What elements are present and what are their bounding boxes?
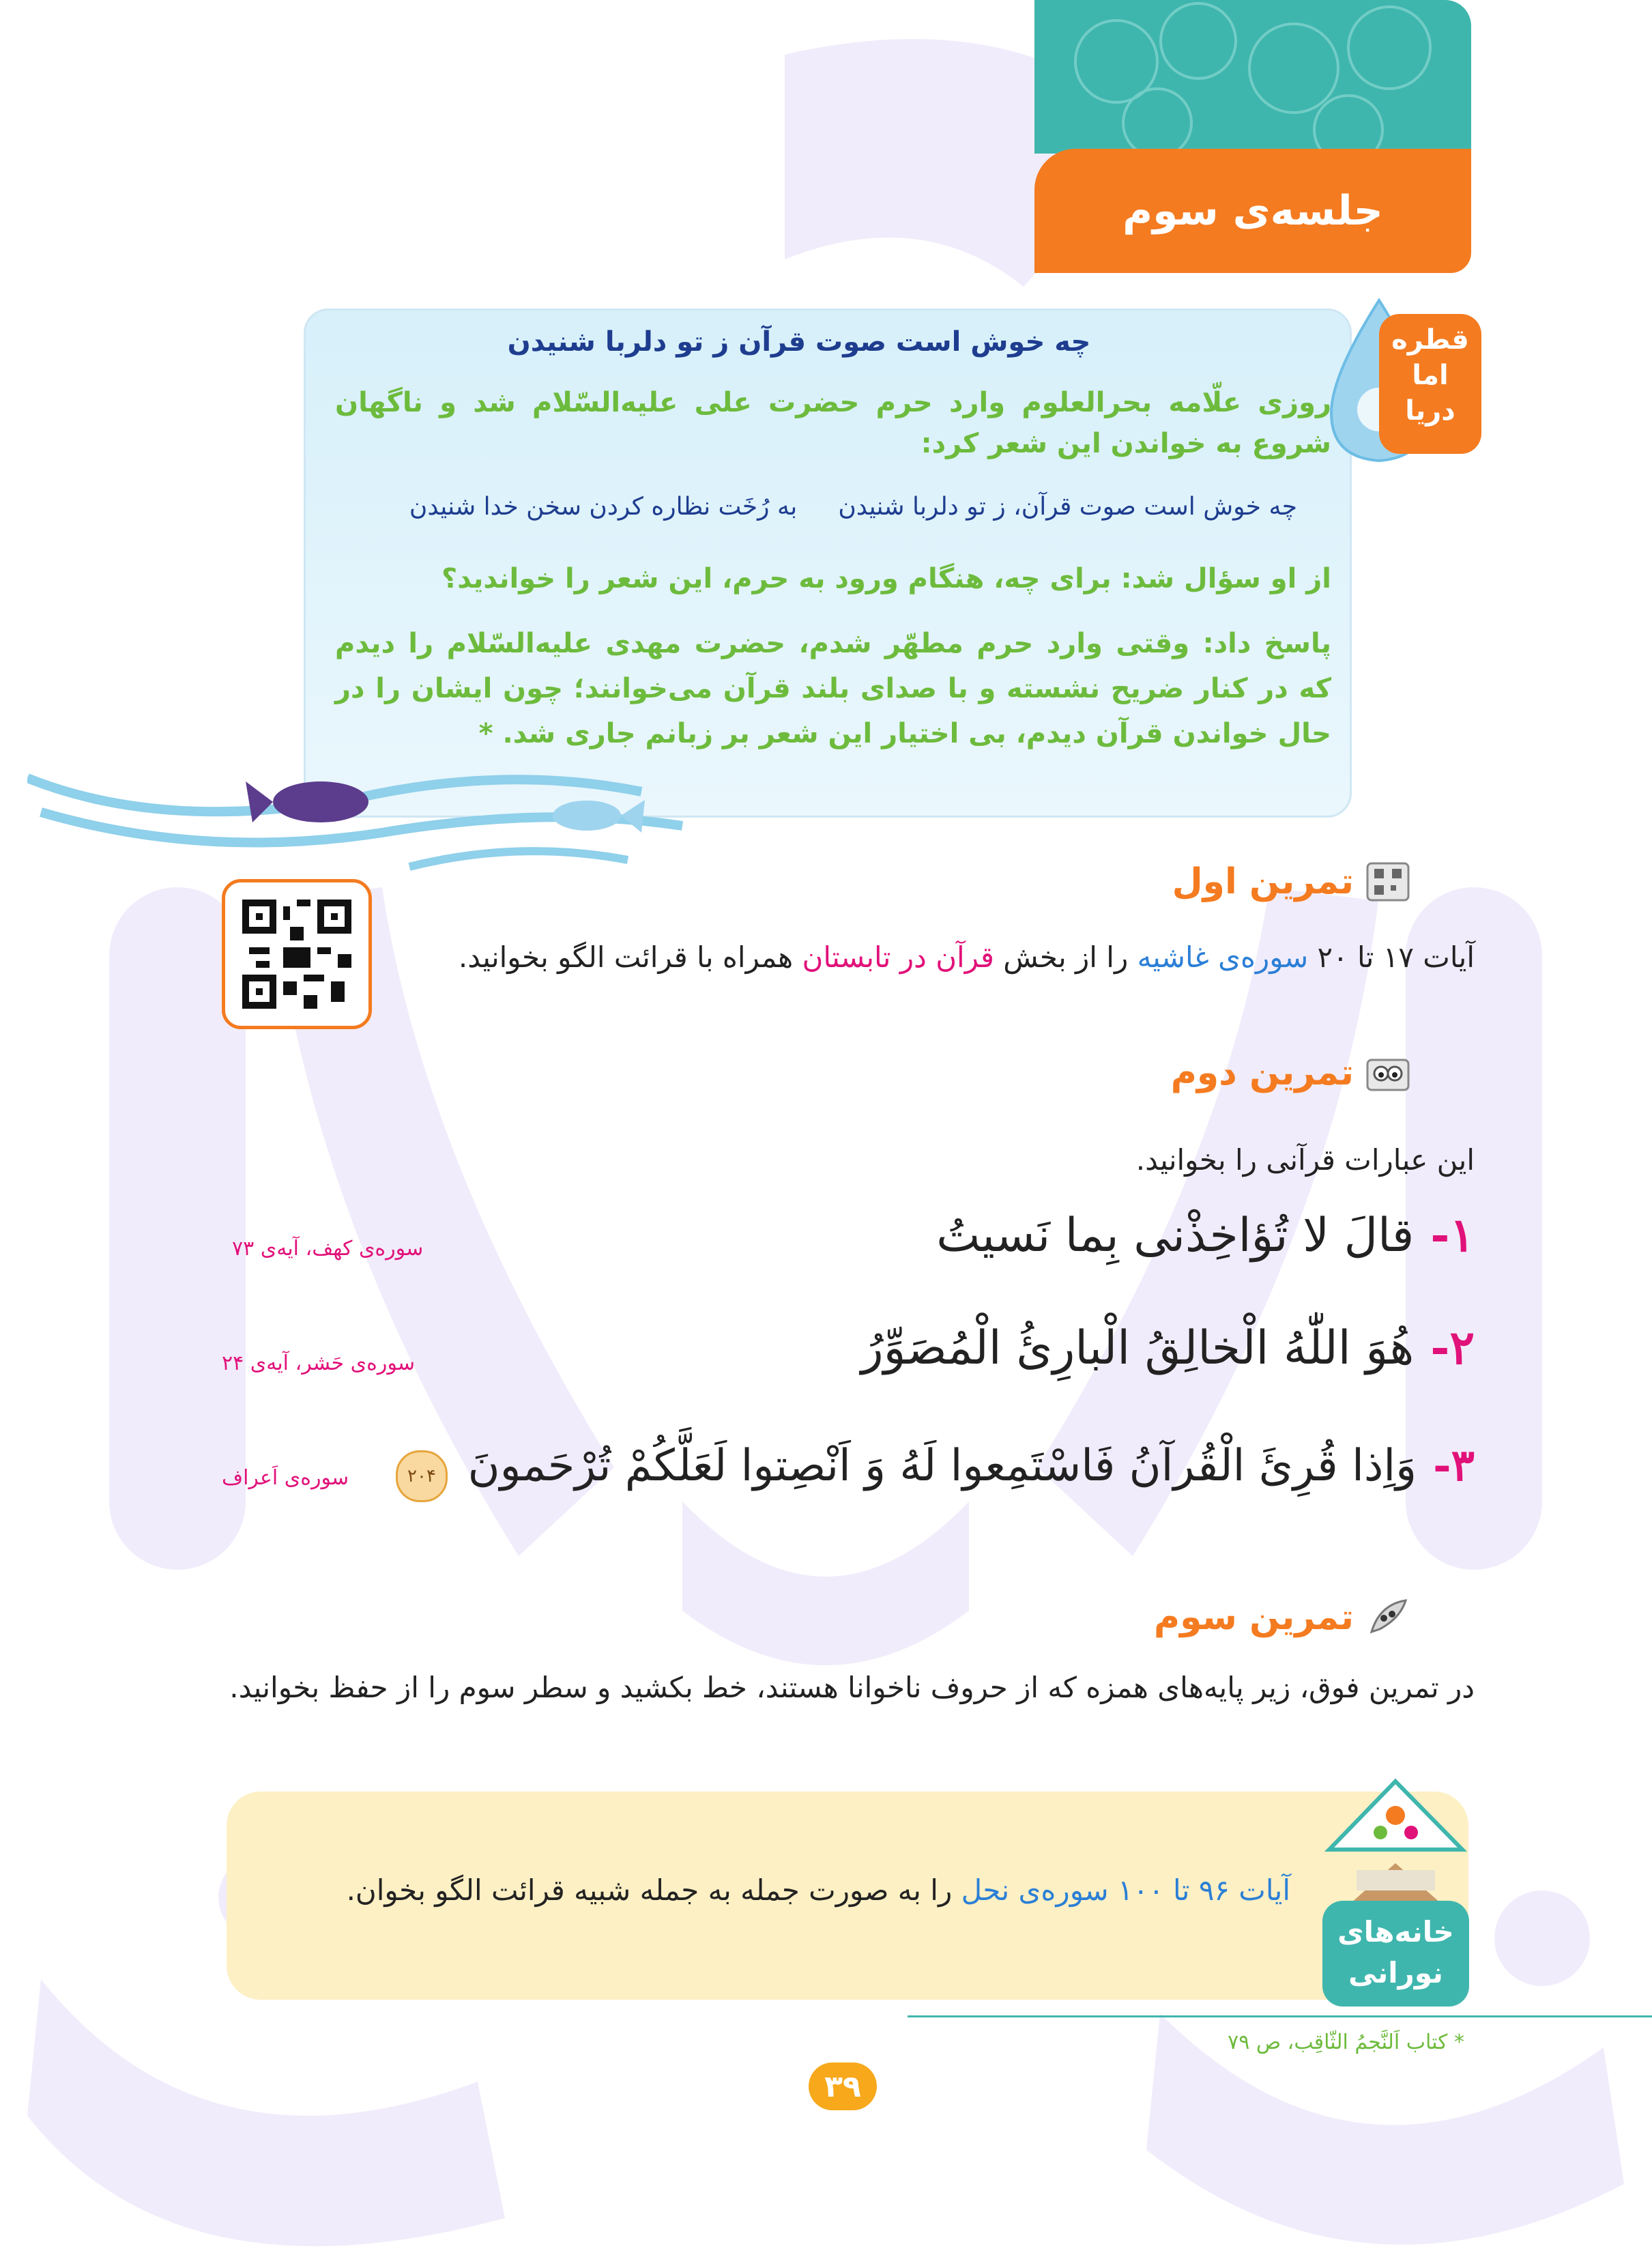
- verse-3-reference: سوره‌ی اَعراف: [222, 1466, 349, 1490]
- verse-2: [861, 1321, 1475, 1375]
- verse-number: ۳-: [1433, 1440, 1475, 1491]
- exercise-1-heading: [1172, 861, 1410, 902]
- poem-hemistich-2: به رُخَت نظاره کردن سخن خدا شنیدن: [409, 493, 798, 521]
- footnote: * کتاب اَلنَّجمُ الثّاقِب، ص ۷۹: [1228, 2030, 1464, 2054]
- badge-label: قطره اما دریا: [1379, 314, 1481, 454]
- exercise-2-heading: [1171, 1052, 1410, 1093]
- story-title: چه خوش است صوت قرآن ز تو دلربا شنیدن: [507, 326, 1091, 358]
- story-paragraph-1: روزی علّامه بحرالعلوم وارد حرم حضرت علی علیه‌السّلام شد و ناگهان شروع به خواندن این شعر کرد:: [335, 387, 1331, 459]
- verse-number: ۲-: [1430, 1321, 1475, 1375]
- story-paragraph-3: پاسخ داد: وقتی وارد حرم مطهّر شدم، حضرت مهدی علیه‌السّلام را دیدم که در کنار ضریح نشسته و با صدای بلند قرآن می‌خوانند؛ چون ایشان را در حال خواندن قرآن دیدم، بی اختیار این شعر بر زبانم جاری شد. *: [335, 628, 1331, 749]
- session-header: [1034, 0, 1471, 273]
- fish-waves-illustration: [27, 751, 703, 887]
- exercise-2-title: تمرین دوم: [1170, 1052, 1354, 1093]
- quran-stand-icon: [1322, 1774, 1469, 1911]
- verse-2-reference: سوره‌ی حَشر، آیه‌ی ۲۴: [222, 1351, 415, 1375]
- verse-3: [468, 1440, 1475, 1491]
- exercise-3-instruction: در تمرین فوق، زیر پایه‌های همزه که از حروف ناخوانا هستند، خط بکشید و سطر سوم را از حفظ بخوانید.: [229, 1671, 1475, 1704]
- feather-pen-icon: [1366, 1598, 1410, 1637]
- exercise-1-title: تمرین اول: [1172, 861, 1354, 902]
- house-badge: [1322, 1774, 1469, 2007]
- exercise-3-title: تمرین سوم: [1153, 1597, 1354, 1638]
- verse-text: قالَ لا تُؤاخِذْنی بِما نَسیتُ: [936, 1209, 1415, 1263]
- poem-hemistich-1: چه خوش است صوت قرآن، ز تو دلربا شنیدن: [838, 493, 1297, 521]
- exercise-2-instruction: این عبارات قرآنی را بخوانید.: [1135, 1143, 1475, 1177]
- note-text: آیات ۹۶ تا ۱۰۰ سوره‌ی نحل را به صورت جمله به جمله شبیه قرائت الگو بخوان.: [346, 1873, 1290, 1907]
- house-badge-label: خانه‌های نورانی: [1322, 1901, 1469, 2007]
- qr-code-icon: [242, 900, 351, 1009]
- book-eyes-icon: [1366, 1053, 1410, 1093]
- verse-1: [936, 1208, 1475, 1263]
- verse-text: وَاِذا قُرِئَ الْقُرآنُ فَاسْتَمِعوا لَهُ وَ اَنْصِتوا لَعَلَّكُمْ تُرْحَمونَ: [467, 1441, 1417, 1491]
- story-paragraph-2: از او سؤال شد: برای چه، هنگام ورود به حرم، این شعر را خواندید؟: [441, 563, 1331, 594]
- poem-line: [362, 493, 1297, 521]
- header-pattern: [1034, 0, 1471, 154]
- page-title: جلسه‌ی سوم: [1122, 187, 1383, 235]
- verse-1-reference: سوره‌ی کهف، آیه‌ی ۷۳: [232, 1237, 424, 1261]
- qr-scan-icon: [1366, 862, 1410, 902]
- ayah-number-ornament: ۲۰۴: [396, 1450, 448, 1502]
- qr-code[interactable]: [222, 879, 372, 1029]
- exercise-1-text: آیات ۱۷ تا ۲۰ سوره‌ی غاشیه را از بخش قرآن در تابستان همراه با قرائت الگو بخوانید.: [458, 940, 1475, 974]
- story-badge: [1311, 293, 1481, 471]
- footnote-divider: [908, 2015, 1652, 2017]
- verse-number: ۱-: [1430, 1208, 1475, 1263]
- exercise-3-heading: [1154, 1597, 1410, 1638]
- verse-text: هُوَ اللّٰهُ الْخالِقُ الْبارِئُ الْمُصَوِّرُ: [860, 1321, 1415, 1375]
- page-number: ۳۹: [809, 2062, 877, 2110]
